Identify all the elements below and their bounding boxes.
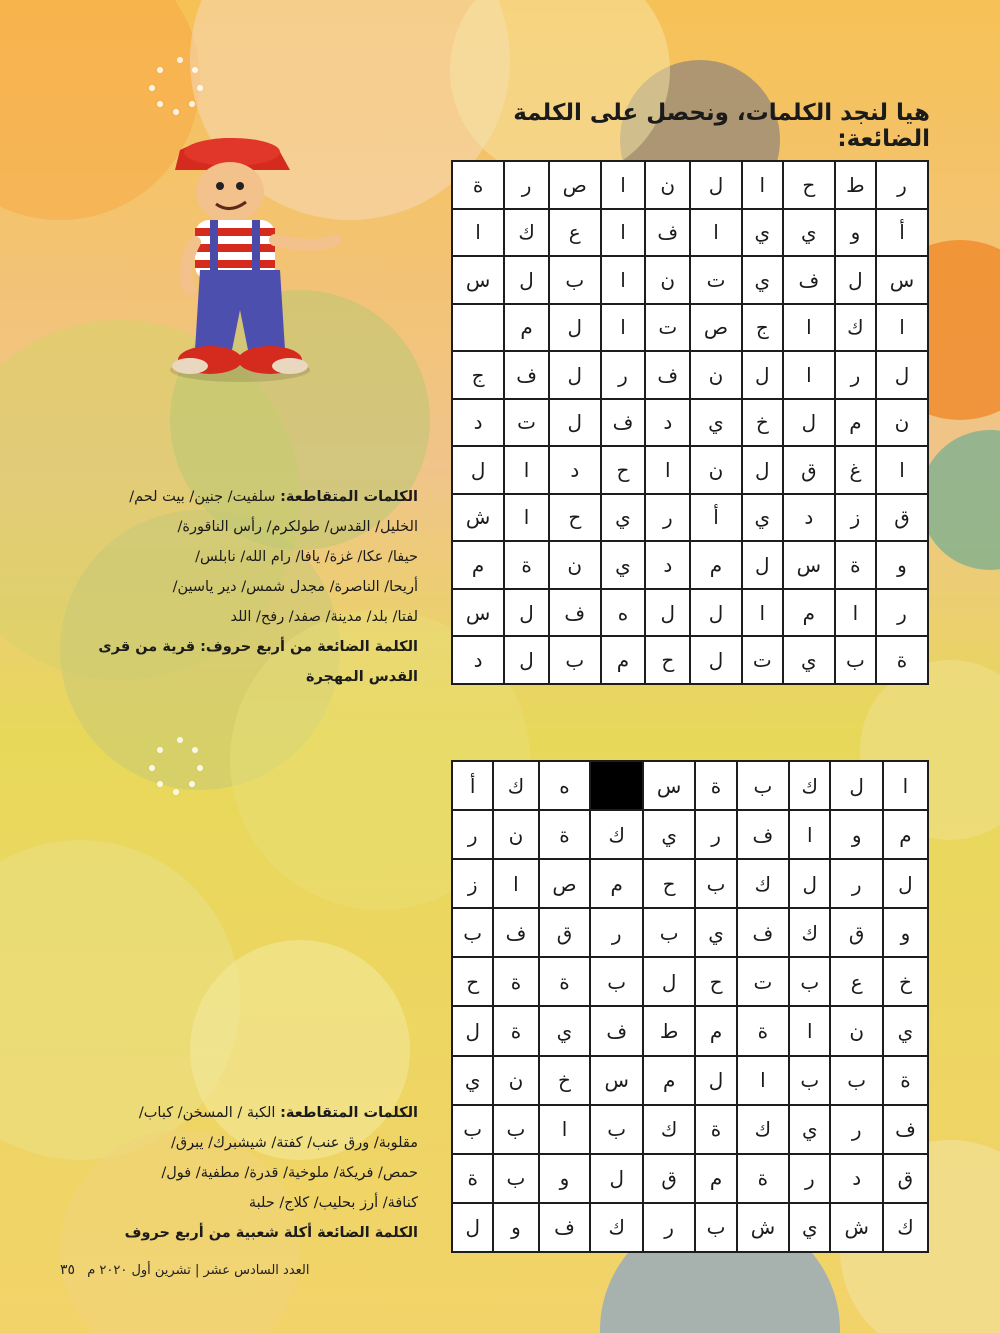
grid-cell[interactable]: ا	[601, 209, 646, 257]
grid-cell[interactable]: أ	[876, 209, 928, 257]
grid-cell[interactable]: ح	[783, 161, 835, 209]
page-title: هيا لنجد الكلمات، ونحصل على الكلمة الضائعة:	[513, 100, 930, 152]
grid-cell[interactable]: ك	[789, 761, 830, 810]
grid-cell[interactable]: ق	[643, 1154, 695, 1203]
grid-cell[interactable]: أ	[452, 761, 493, 810]
grid-row	[452, 589, 928, 637]
grid-cell-blocked[interactable]	[590, 761, 642, 810]
grid-cell[interactable]	[452, 304, 504, 352]
grid-cell[interactable]: ا	[504, 494, 549, 542]
grid-cell[interactable]: م	[452, 541, 504, 589]
grid-cell[interactable]: ي	[452, 1056, 493, 1105]
grid-cell[interactable]: ن	[493, 1056, 538, 1105]
grid-row	[452, 1154, 928, 1203]
grid-cell[interactable]: س	[876, 256, 928, 304]
grid-cell[interactable]: ه	[539, 761, 591, 810]
grid-cell[interactable]: ل	[549, 304, 601, 352]
grid-row	[452, 494, 928, 542]
grid-cell[interactable]: ر	[601, 351, 646, 399]
grid-cell[interactable]: ي	[601, 494, 646, 542]
grid-cell[interactable]: ة	[883, 1056, 928, 1105]
grid-cell[interactable]: ح	[645, 636, 690, 684]
grid-cell[interactable]: ل	[690, 161, 742, 209]
grid-row	[452, 1203, 928, 1252]
grid-cell[interactable]: ة	[452, 161, 504, 209]
grid-row	[452, 1056, 928, 1105]
grid-cell[interactable]: ب	[452, 1105, 493, 1154]
grid-cell[interactable]: ر	[643, 1203, 695, 1252]
grid-cell[interactable]: ة	[504, 541, 549, 589]
word-search-grid-cities	[451, 160, 929, 685]
grid-row	[452, 446, 928, 494]
grid-cell[interactable]: ب	[835, 636, 876, 684]
grid-cell[interactable]: د	[452, 399, 504, 447]
grid-row	[452, 304, 928, 352]
grid-cell[interactable]: ا	[601, 256, 646, 304]
grid-row	[452, 541, 928, 589]
grid-cell[interactable]: ك	[737, 1105, 789, 1154]
grid-cell[interactable]: ل	[504, 636, 549, 684]
grid-cell[interactable]: ا	[601, 161, 646, 209]
grid-cell[interactable]: ي	[539, 1006, 591, 1055]
grid-cell[interactable]: ة	[452, 1154, 493, 1203]
grid-cell[interactable]: ب	[789, 957, 830, 1006]
grid-cell[interactable]: ل	[742, 351, 783, 399]
grid-cell[interactable]: ب	[643, 908, 695, 957]
grid-cell[interactable]: ل	[742, 446, 783, 494]
grid-cell[interactable]: ل	[789, 859, 830, 908]
grid-row	[452, 209, 928, 257]
grid-cell[interactable]: ق	[883, 1154, 928, 1203]
grid-cell[interactable]: ق	[539, 908, 591, 957]
grid-cell[interactable]: ا	[835, 589, 876, 637]
grid-row	[452, 351, 928, 399]
grid-cell[interactable]: ش	[830, 1203, 882, 1252]
grid-cell[interactable]: ل	[590, 1154, 642, 1203]
grid-cell[interactable]: ح	[601, 446, 646, 494]
grid-cell[interactable]: ك	[789, 908, 830, 957]
grid-cell[interactable]: ل	[883, 859, 928, 908]
grid-cell[interactable]: ع	[830, 957, 882, 1006]
grid-cell[interactable]: ك	[590, 1203, 642, 1252]
grid-cell[interactable]: ف	[549, 589, 601, 637]
grid-cell[interactable]: ج	[742, 304, 783, 352]
grid-cell[interactable]: ع	[549, 209, 601, 257]
grid-cell[interactable]: ل	[876, 351, 928, 399]
grid-cell[interactable]: ن	[493, 810, 538, 859]
grid-cell[interactable]: ف	[601, 399, 646, 447]
grid-cell[interactable]: و	[876, 541, 928, 589]
grid-cell[interactable]: ح	[695, 957, 736, 1006]
word-list-line: حمص/ فريكة/ ملوخية/ قدرة/ مطفية/ فول/	[161, 1165, 418, 1181]
grid-cell[interactable]: ح	[452, 957, 493, 1006]
grid-cell[interactable]: ب	[452, 908, 493, 957]
grid-cell[interactable]: د	[549, 446, 601, 494]
grid-cell[interactable]: ن	[645, 256, 690, 304]
cities-word-list	[80, 482, 418, 692]
grid-cell[interactable]: ل	[645, 589, 690, 637]
grid-cell[interactable]: ة	[493, 1006, 538, 1055]
page-number: ٣٥	[60, 1262, 76, 1278]
word-list-line: مقلوبة/ ورق عنب/ كفتة/ شيشبرك/ يبرق/	[170, 1135, 418, 1151]
grid-cell[interactable]: ص	[549, 161, 601, 209]
grid-cell[interactable]: ف	[883, 1105, 928, 1154]
grid-cell[interactable]: ل	[830, 761, 882, 810]
grid-cell[interactable]: ف	[737, 810, 789, 859]
grid-cell[interactable]: خ	[539, 1056, 591, 1105]
grid-row	[452, 1105, 928, 1154]
grid-cell[interactable]: س	[452, 256, 504, 304]
grid-cell[interactable]: ف	[737, 908, 789, 957]
grid-cell[interactable]: ر	[830, 859, 882, 908]
grid-cell[interactable]: ف	[493, 908, 538, 957]
grid-cell[interactable]: ل	[695, 1056, 736, 1105]
word-list-label: الكلمات المتقاطعة:	[280, 1105, 418, 1121]
grid-cell[interactable]: ي	[742, 494, 783, 542]
grid-cell[interactable]: ش	[737, 1203, 789, 1252]
grid-cell[interactable]: س	[783, 541, 835, 589]
grid-cell[interactable]: س	[643, 761, 695, 810]
grid-cell[interactable]: د	[645, 399, 690, 447]
grid-cell[interactable]: ن	[876, 399, 928, 447]
grid-cell[interactable]: ا	[783, 304, 835, 352]
grid-cell[interactable]: ب	[737, 761, 789, 810]
cartoon-boy-illustration	[140, 130, 350, 390]
grid-cell[interactable]: م	[695, 1154, 736, 1203]
grid-cell[interactable]: د	[452, 636, 504, 684]
grid-cell[interactable]: ا	[789, 810, 830, 859]
page-footer	[60, 1262, 430, 1278]
missing-word-hint: الكلمة الضائعة من أربع حروف: قرية من قرى القدس المهجرة	[98, 639, 418, 685]
grid-cell[interactable]: ة	[539, 810, 591, 859]
grid-cell[interactable]: ه	[601, 589, 646, 637]
grid-cell[interactable]: ف	[504, 351, 549, 399]
word-list-text: سلفيت/ جنين/ بيت لحم/	[129, 489, 281, 505]
grid-row	[452, 161, 928, 209]
grid-cell[interactable]: ب	[493, 1154, 538, 1203]
grid-cell[interactable]: ة	[835, 541, 876, 589]
grid-row	[452, 399, 928, 447]
grid-cell[interactable]: ة	[493, 957, 538, 1006]
grid-cell[interactable]: ط	[643, 1006, 695, 1055]
grid-cell[interactable]: س	[452, 589, 504, 637]
grid-cell[interactable]: ر	[876, 589, 928, 637]
grid-cell[interactable]: ك	[737, 859, 789, 908]
grid-cell[interactable]: ة	[876, 636, 928, 684]
grid-cell[interactable]: ر	[645, 494, 690, 542]
grid-cell[interactable]: ب	[549, 636, 601, 684]
grid-cell[interactable]: ف	[645, 209, 690, 257]
grid-cell[interactable]: ص	[690, 304, 742, 352]
grid-cell[interactable]: ر	[452, 810, 493, 859]
grid-cell[interactable]: ة	[695, 1105, 736, 1154]
word-list-line: لفتا/ بلد/ مدينة/ صفد/ رفح/ اللد	[230, 609, 418, 625]
grid-row	[452, 256, 928, 304]
grid-cell[interactable]: ت	[742, 636, 783, 684]
grid-cell[interactable]: ن	[690, 351, 742, 399]
grid-cell[interactable]: م	[601, 636, 646, 684]
grid-cell[interactable]: ا	[539, 1105, 591, 1154]
grid-row	[452, 761, 928, 810]
grid-cell[interactable]: م	[590, 859, 642, 908]
grid-cell[interactable]: ل	[783, 399, 835, 447]
grid-cell[interactable]: و	[539, 1154, 591, 1203]
grid-row	[452, 859, 928, 908]
grid-cell[interactable]: ر	[695, 810, 736, 859]
grid-cell[interactable]: ك	[590, 810, 642, 859]
grid-cell[interactable]: ة	[737, 1006, 789, 1055]
grid-cell[interactable]: ي	[783, 209, 835, 257]
grid-cell[interactable]: ك	[493, 761, 538, 810]
grid-cell[interactable]: د	[783, 494, 835, 542]
word-list-line: الخليل/ القدس/ طولكرم/ رأس الناقورة/	[177, 519, 418, 535]
grid-cell[interactable]: ي	[789, 1105, 830, 1154]
grid-cell[interactable]: ا	[742, 589, 783, 637]
grid-cell[interactable]: د	[830, 1154, 882, 1203]
grid-cell[interactable]: ا	[493, 859, 538, 908]
grid-cell[interactable]: ت	[737, 957, 789, 1006]
grid-cell[interactable]: ا	[876, 304, 928, 352]
grid-cell[interactable]: ي	[883, 1006, 928, 1055]
grid-cell[interactable]: خ	[742, 399, 783, 447]
grid-cell[interactable]: ل	[549, 351, 601, 399]
grid-cell[interactable]: ي	[695, 908, 736, 957]
grid-cell[interactable]: و	[830, 810, 882, 859]
grid-cell[interactable]: ل	[452, 446, 504, 494]
grid-cell[interactable]: ي	[690, 399, 742, 447]
grid-cell[interactable]: ي	[643, 810, 695, 859]
grid-cell[interactable]: م	[695, 1006, 736, 1055]
grid-cell[interactable]: م	[504, 304, 549, 352]
grid-cell[interactable]: ي	[742, 256, 783, 304]
grid-cell[interactable]: ي	[601, 541, 646, 589]
grid-cell[interactable]: ت	[504, 399, 549, 447]
grid-cell[interactable]: و	[883, 908, 928, 957]
grid-cell[interactable]: ق	[783, 446, 835, 494]
grid-cell[interactable]: ا	[742, 161, 783, 209]
grid-cell[interactable]: ة	[539, 957, 591, 1006]
grid-cell[interactable]: ب	[549, 256, 601, 304]
grid-cell[interactable]: ر	[590, 908, 642, 957]
grid-cell[interactable]: م	[883, 810, 928, 859]
grid-cell[interactable]: ي	[783, 636, 835, 684]
grid-cell[interactable]: م	[643, 1056, 695, 1105]
grid-cell[interactable]: ب	[695, 1203, 736, 1252]
grid-cell[interactable]: ت	[645, 304, 690, 352]
grid-cell[interactable]: ا	[737, 1056, 789, 1105]
grid-cell[interactable]: ر	[835, 351, 876, 399]
grid-cell[interactable]: ك	[835, 304, 876, 352]
grid-cell[interactable]: ن	[645, 161, 690, 209]
grid-cell[interactable]: ا	[789, 1006, 830, 1055]
grid-cell[interactable]: و	[835, 209, 876, 257]
grid-cell[interactable]: ك	[883, 1203, 928, 1252]
grid-row	[452, 908, 928, 957]
grid-row	[452, 957, 928, 1006]
word-list-text: الكبة / المسخن/ كباب/	[138, 1105, 281, 1121]
grid-cell[interactable]: ز	[835, 494, 876, 542]
grid-cell[interactable]: ن	[830, 1006, 882, 1055]
grid-cell[interactable]: ت	[690, 256, 742, 304]
grid-cell[interactable]: ا	[504, 446, 549, 494]
missing-word-hint: الكلمة الضائعة أكلة شعبية من أربع حروف	[124, 1225, 418, 1241]
grid-cell[interactable]: ح	[549, 494, 601, 542]
grid-cell[interactable]: أ	[690, 494, 742, 542]
word-list-line: أريحا/ الناصرة/ مجدل شمس/ دير ياسين/	[172, 579, 418, 595]
grid-cell[interactable]: ج	[452, 351, 504, 399]
grid-cell[interactable]: ز	[452, 859, 493, 908]
grid-cell[interactable]: م	[835, 399, 876, 447]
grid-cell[interactable]: م	[783, 589, 835, 637]
grid-cell[interactable]: ف	[783, 256, 835, 304]
word-list-line	[80, 482, 418, 512]
grid-cell[interactable]: ا	[452, 209, 504, 257]
word-search-grid-foods	[451, 760, 929, 1253]
grid-cell[interactable]: ن	[690, 446, 742, 494]
grid-cell[interactable]: ر	[504, 161, 549, 209]
grid-cell[interactable]: ل	[452, 1006, 493, 1055]
grid-cell[interactable]: ر	[789, 1154, 830, 1203]
grid-row	[452, 1006, 928, 1055]
grid-cell[interactable]: ك	[643, 1105, 695, 1154]
grid-cell[interactable]: ب	[590, 957, 642, 1006]
issue-info: العدد السادس عشر | تشرين أول ٢٠٢٠ م	[87, 1263, 310, 1278]
grid-cell[interactable]: ف	[645, 351, 690, 399]
word-list-label: الكلمات المتقاطعة:	[280, 489, 418, 505]
grid-row	[452, 636, 928, 684]
word-list-line	[80, 1098, 418, 1128]
grid-cell[interactable]: ب	[590, 1105, 642, 1154]
grid-cell[interactable]: ا	[601, 304, 646, 352]
grid-cell[interactable]: ق	[830, 908, 882, 957]
grid-cell[interactable]: ة	[737, 1154, 789, 1203]
grid-row	[452, 810, 928, 859]
grid-cell[interactable]: ش	[452, 494, 504, 542]
grid-cell[interactable]: ل	[452, 1203, 493, 1252]
grid-cell[interactable]: ب	[830, 1056, 882, 1105]
word-list-line: كنافة/ أرز بحليب/ كلاج/ حلبة	[248, 1195, 418, 1211]
grid-cell[interactable]: د	[645, 541, 690, 589]
grid-cell[interactable]: ف	[539, 1203, 591, 1252]
grid-cell[interactable]: ك	[504, 209, 549, 257]
grid-cell[interactable]: س	[590, 1056, 642, 1105]
grid-cell[interactable]: ب	[695, 859, 736, 908]
grid-cell[interactable]: ل	[504, 589, 549, 637]
grid-cell[interactable]: ي	[742, 209, 783, 257]
grid-cell[interactable]: ن	[549, 541, 601, 589]
grid-cell[interactable]: ي	[789, 1203, 830, 1252]
grid-cell[interactable]: ص	[539, 859, 591, 908]
grid-cell[interactable]: ل	[690, 636, 742, 684]
foods-word-list	[80, 1098, 418, 1248]
grid-cell[interactable]: ط	[835, 161, 876, 209]
grid-cell[interactable]: ا	[645, 446, 690, 494]
grid-cell[interactable]: ل	[549, 399, 601, 447]
grid-cell[interactable]: ب	[789, 1056, 830, 1105]
grid-cell[interactable]: ا	[876, 446, 928, 494]
grid-cell[interactable]: ل	[643, 957, 695, 1006]
grid-cell[interactable]: ل	[504, 256, 549, 304]
grid-cell[interactable]: ا	[690, 209, 742, 257]
grid-cell[interactable]: ل	[690, 589, 742, 637]
word-list-line: حيفا/ عكا/ غزة/ يافا/ رام الله/ نابلس/	[195, 549, 418, 565]
grid-cell[interactable]: ف	[590, 1006, 642, 1055]
grid-cell[interactable]: ة	[695, 761, 736, 810]
grid-cell[interactable]: ر	[876, 161, 928, 209]
grid-cell[interactable]: ق	[876, 494, 928, 542]
grid-cell[interactable]: و	[493, 1203, 538, 1252]
grid-cell[interactable]: غ	[835, 446, 876, 494]
grid-cell[interactable]: ح	[643, 859, 695, 908]
grid-cell[interactable]: م	[690, 541, 742, 589]
grid-cell[interactable]: ل	[835, 256, 876, 304]
grid-cell[interactable]: ب	[493, 1105, 538, 1154]
grid-cell[interactable]: ا	[883, 761, 928, 810]
grid-cell[interactable]: ا	[783, 351, 835, 399]
grid-cell[interactable]: ل	[742, 541, 783, 589]
grid-cell[interactable]: ر	[830, 1105, 882, 1154]
grid-cell[interactable]: خ	[883, 957, 928, 1006]
